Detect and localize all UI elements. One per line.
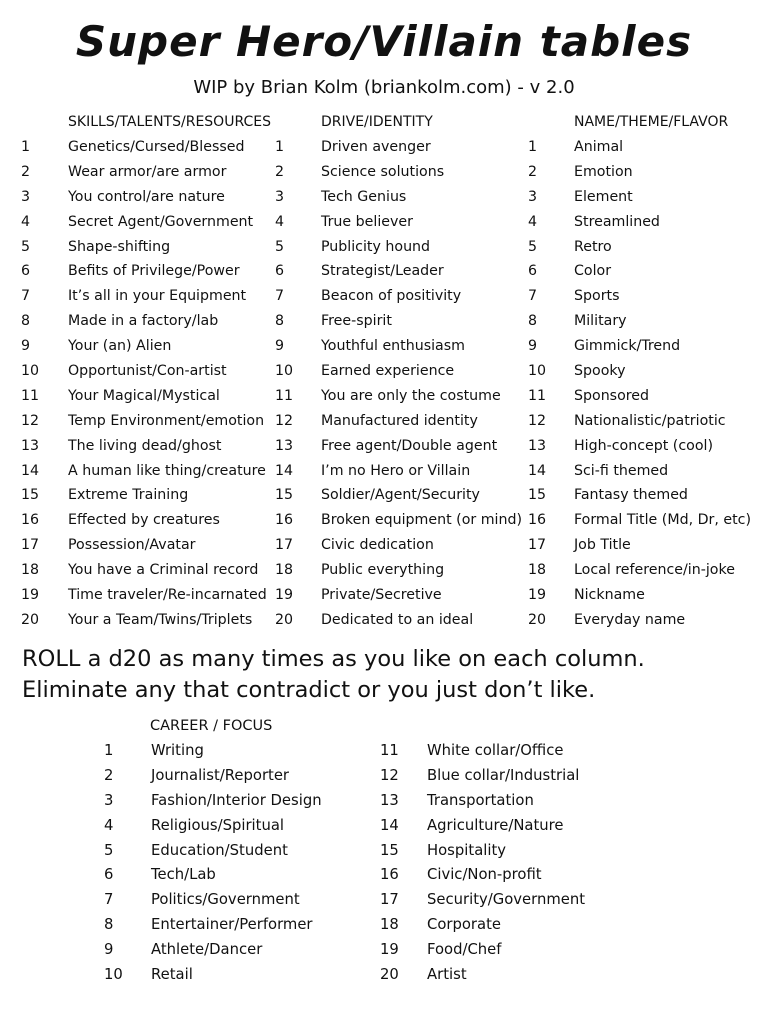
skill-entry: Time traveler/Re-incarnated [68,587,267,604]
skill-entry: Possession/Avatar [68,537,196,554]
skill-number: 3 [21,188,31,205]
skill-number: 6 [21,263,31,280]
skill-number: 18 [21,562,40,579]
skill-entry: Befits of Privilege/Power [68,263,240,280]
name-entry: Color [574,263,612,280]
drive-entry: Tech Genius [321,188,407,205]
career-entry: Retail [151,966,193,984]
career-entry: Athlete/Dancer [151,941,263,959]
skill-entry: You control/are nature [68,188,225,205]
name-number: 19 [528,587,547,604]
name-entry: Local reference/in-joke [574,562,735,579]
career-number: 6 [104,866,114,884]
drive-number: 3 [275,188,285,205]
career-entry: Corporate [427,916,501,934]
skill-entry: Your a Team/Twins/Triplets [68,611,253,628]
name-number: 6 [528,263,538,280]
table-row [0,585,768,610]
skill-entry: Genetics/Cursed/Blessed [68,139,245,155]
drive-number: 14 [275,462,294,479]
skill-entry: Extreme Training [68,487,189,504]
table-row [0,237,768,262]
table-row [0,261,768,286]
drive-number: 5 [275,238,285,255]
page-subtitle: WIP by Brian Kolm (briankolm.com) - v 2.0 [193,77,575,98]
career-number: 3 [104,791,114,809]
career-entry: Politics/Government [151,891,300,909]
career-entry: Writing [151,742,204,759]
drive-number: 18 [275,562,294,579]
name-number: 17 [528,537,547,554]
table-row [0,411,768,436]
drive-number: 17 [275,537,294,554]
skill-entry: A human like thing/creature [68,462,266,479]
career-entry: Transportation [427,791,534,809]
career-number: 13 [380,791,399,809]
career-number: 14 [380,816,399,834]
drive-entry: True believer [321,213,413,230]
career-number: 5 [104,841,114,859]
name-entry: Sports [574,288,620,305]
skill-number: 5 [21,238,31,255]
name-column-header: NAME/THEME/FLAVOR [574,114,729,130]
career-entry: Food/Chef [427,941,502,959]
name-number: 10 [528,363,547,380]
drive-entry: Public everything [321,562,445,579]
skill-entry: Effected by creatures [68,512,220,529]
career-row [0,915,768,940]
table-row [0,510,768,535]
name-number: 8 [528,313,538,330]
drive-number: 11 [275,387,294,404]
skill-number: 2 [21,163,31,180]
drive-number: 7 [275,288,285,305]
drive-number: 9 [275,338,285,355]
skill-number: 20 [21,611,40,628]
career-row [0,890,768,915]
skill-number: 11 [21,387,40,404]
name-entry: Everyday name [574,611,686,628]
skill-entry: Your Magical/Mystical [68,387,220,404]
name-number: 7 [528,288,538,305]
career-row [0,816,768,841]
drive-column-header: DRIVE/IDENTITY [321,114,433,130]
name-number: 12 [528,412,547,429]
table-row [0,436,768,461]
career-entry: Fashion/Interior Design [151,791,322,809]
skill-entry: Shape-shifting [68,238,171,255]
drive-number: 2 [275,163,285,180]
career-entry: Hospitality [427,841,507,859]
skill-entry: Opportunist/Con-artist [68,363,227,380]
drive-entry: Private/Secretive [321,587,442,604]
career-entry: Tech/Lab [151,866,216,884]
name-entry: High-concept (cool) [574,437,713,454]
name-number: 20 [528,611,547,628]
instruction-text: ROLL a d20 as many times as you like on each column. Eliminate any that contradict or you just don’t like. [22,646,645,703]
career-number: 17 [380,891,399,909]
name-entry: Military [574,313,627,330]
drive-entry: Earned experience [321,363,455,380]
career-number: 2 [104,766,114,784]
skill-entry: The living dead/ghost [68,437,222,454]
career-row [0,940,768,965]
skill-number: 13 [21,437,40,454]
career-number: 18 [380,916,399,934]
career-entry: White collar/Office [427,742,564,759]
skill-entry: You have a Criminal record [68,562,259,579]
skill-entry: Temp Environment/emotion [68,412,265,429]
table-row [0,286,768,311]
career-row [0,791,768,816]
name-number: 18 [528,562,547,579]
table-row [0,560,768,585]
drive-entry: Free-spirit [321,313,392,330]
skill-number: 7 [21,288,31,305]
career-number: 4 [104,816,114,834]
name-entry: Sponsored [574,387,650,404]
name-entry: Streamlined [574,213,660,230]
skill-number: 12 [21,412,40,429]
name-entry: Sci-fi themed [574,462,669,479]
career-number: 10 [104,966,123,984]
career-row [0,965,768,990]
skill-number: 15 [21,487,40,504]
career-row [0,741,768,766]
drive-number: 10 [275,363,294,380]
skill-number: 8 [21,313,31,330]
name-entry: Spooky [574,363,626,380]
drive-entry: Strategist/Leader [321,263,444,280]
career-number: 19 [380,941,399,959]
name-entry: Nickname [574,587,645,604]
drive-entry: Free agent/Double agent [321,437,498,454]
name-number: 9 [528,338,538,355]
table-row [0,137,768,162]
table-row [0,386,768,411]
career-number: 8 [104,916,114,934]
drive-entry: Science solutions [321,163,445,180]
drive-entry: Youthful enthusiasm [321,338,465,355]
career-table [0,741,768,990]
drive-entry: Broken equipment (or mind) [321,512,523,529]
skill-number: 14 [21,462,40,479]
table-row [0,485,768,510]
name-entry: Retro [574,238,612,255]
name-number: 4 [528,213,538,230]
name-number: 3 [528,188,538,205]
career-row [0,841,768,866]
career-number: 16 [380,866,399,884]
name-number: 13 [528,437,547,454]
career-number: 11 [380,742,399,759]
drive-entry: Beacon of positivity [321,288,462,305]
drive-number: 8 [275,313,285,330]
career-number: 9 [104,941,114,959]
drive-entry: You are only the costume [321,387,501,404]
career-number: 1 [104,742,114,759]
skill-entry: Wear armor/are armor [68,163,227,180]
drive-number: 1 [275,139,285,155]
drive-number: 6 [275,263,285,280]
career-number: 15 [380,841,399,859]
skill-number: 16 [21,512,40,529]
drive-entry: Dedicated to an ideal [321,611,474,628]
drive-number: 4 [275,213,285,230]
name-entry: Formal Title (Md, Dr, etc) [574,512,752,529]
skill-number: 10 [21,363,40,380]
table-row [0,162,768,187]
name-entry: Nationalistic/patriotic [574,412,726,429]
skill-number: 4 [21,213,31,230]
name-entry: Job Title [574,537,631,554]
career-number: 20 [380,966,399,984]
drive-number: 12 [275,412,294,429]
career-entry: Entertainer/Performer [151,916,313,934]
name-number: 5 [528,238,538,255]
career-row [0,865,768,890]
career-entry: Agriculture/Nature [427,816,564,834]
table-row [0,361,768,386]
skill-number: 1 [21,139,31,155]
name-entry: Element [574,188,633,205]
career-entry: Security/Government [427,891,586,909]
drive-number: 15 [275,487,294,504]
table-row [0,336,768,361]
name-entry: Gimmick/Trend [574,338,681,355]
table-row [0,535,768,560]
table-row [0,461,768,486]
skill-number: 19 [21,587,40,604]
name-entry: Emotion [574,163,633,180]
table-row [0,311,768,336]
career-column-header: CAREER / FOCUS [150,718,273,734]
career-entry: Religious/Spiritual [151,816,285,834]
career-row [0,766,768,791]
table-row [0,610,768,635]
drive-number: 16 [275,512,294,529]
name-number: 1 [528,139,538,155]
name-number: 11 [528,387,547,404]
career-entry: Artist [427,966,467,984]
skill-entry: Your (an) Alien [68,338,172,355]
name-entry: Animal [574,139,624,155]
name-entry: Fantasy themed [574,487,688,504]
skill-entry: Secret Agent/Government [68,213,254,230]
drive-entry: I’m no Hero or Villain [321,462,471,479]
career-number: 7 [104,891,114,909]
drive-entry: Civic dedication [321,537,434,554]
career-entry: Journalist/Reporter [151,766,290,784]
page-title: Super Hero/Villain tables [75,17,693,66]
skills-column-header: SKILLS/TALENTS/RESOURCES [68,114,271,130]
drive-entry: Driven avenger [321,139,431,155]
career-entry: Blue collar/Industrial [427,766,580,784]
drive-entry: Soldier/Agent/Security [321,487,480,504]
drive-entry: Manufactured identity [321,412,478,429]
drive-entry: Publicity hound [321,238,431,255]
name-number: 15 [528,487,547,504]
name-number: 2 [528,163,538,180]
career-entry: Education/Student [151,841,288,859]
name-number: 14 [528,462,547,479]
skill-entry: It’s all in your Equipment [68,288,247,305]
drive-number: 20 [275,611,294,628]
drive-number: 13 [275,437,294,454]
table-row [0,187,768,212]
name-number: 16 [528,512,547,529]
skill-entry: Made in a factory/lab [68,313,219,330]
career-number: 12 [380,766,399,784]
career-entry: Civic/Non-profit [427,866,542,884]
table-row [0,212,768,237]
skill-number: 9 [21,338,31,355]
drive-number: 19 [275,587,294,604]
skill-number: 17 [21,537,40,554]
d20-tables [0,137,768,635]
